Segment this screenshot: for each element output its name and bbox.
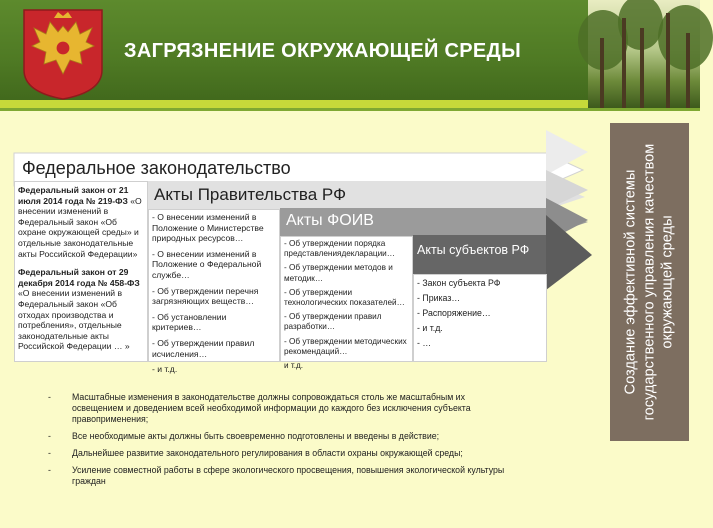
list-item: - Об утверждении порядка представлениядекларации… [284,239,395,259]
law-1-text: «О внесении изменений в Федеральный закон «Об охране окружающей среды» и отдельные законодательные акты Российской Федерации» [18,195,142,259]
level-2-label: Акты Правительства РФ [154,185,346,204]
page-title: ЗАГРЯЗНЕНИЕ ОКРУЖАЮЩЕЙ СРЕДЫ [124,40,521,62]
list-item: - Закон субъекта РФ [417,278,501,288]
level-4-label: Акты субъектов РФ [417,243,530,257]
list-item: - Все необходимые акты должны быть своевременно подготовлены и введены в действие; [48,431,440,441]
list-item: - Об утверждении правил разработки… [284,312,382,332]
level-1-label: Федеральное законодательство [22,158,291,178]
list-item: - Усиление совместной работы в сфере экологического просвещения, повышения экологической культуры граждан [48,465,505,486]
list-item: - Дальнейшее развитие законодательного регулирования в области охраны окружающей среды; [48,448,463,458]
law-2-text: «О внесении изменений в Федеральный закон «Об отходах производства и потребления», отдельные законодательные акты Российской Федерации … » [18,288,130,352]
conclusions-list [48,392,518,493]
goal-text: Создание эффективной системы государственного управления качеством окружающей среды [622,143,676,421]
list-item: - Приказ… [417,293,461,303]
foiv-acts-panel [280,236,413,371]
list-item: и т.д. [284,361,304,371]
goal-box [610,123,689,441]
level-3-label: Акты ФОИВ [286,212,374,229]
list-item: - … [417,338,432,348]
list-item: - Об утверждении методов и методик… [284,263,393,283]
regional-acts-panel [413,274,547,362]
list-item: - Об утверждении правил исчисления… [152,337,255,359]
list-item: - и т.д. [152,364,178,375]
federal-laws-panel [14,181,148,362]
bullet-marker: - [48,431,51,441]
list-item: - Распоряжение… [417,308,491,318]
bullet-marker: - [48,392,51,402]
list-item: - Об утверждении методических рекомендаций… [284,336,407,356]
list-item: - Об утверждении технологических показателей… [284,287,405,308]
list-item: - Масштабные изменения в законодательстве должны сопровождаться столь же масштабным их освещением и доведением всей необходимой информации до каждого без исключения субъекта правоприменения; [48,392,471,424]
list-item: - Об установлении критериев… [152,311,227,333]
list-item: - О внесении изменений в Положение о Министерстве природных ресурсов… [152,212,264,244]
list-item: - Об утверждении перечня загрязняющих веществ… [152,285,259,307]
list-item: - О внесении изменений в Положение о Федеральной службе… [152,248,262,280]
law-2-title: Федеральный закон от 29 декабря 2014 года № 458-ФЗ [18,267,140,288]
law-1-title: Федеральный закон от 21 июля 2014 года № 219-ФЗ [18,185,129,206]
bullet-marker: - [48,448,51,458]
list-item: - и т.д. [417,323,443,333]
government-acts-panel [148,209,280,375]
bullet-marker: - [48,465,51,475]
